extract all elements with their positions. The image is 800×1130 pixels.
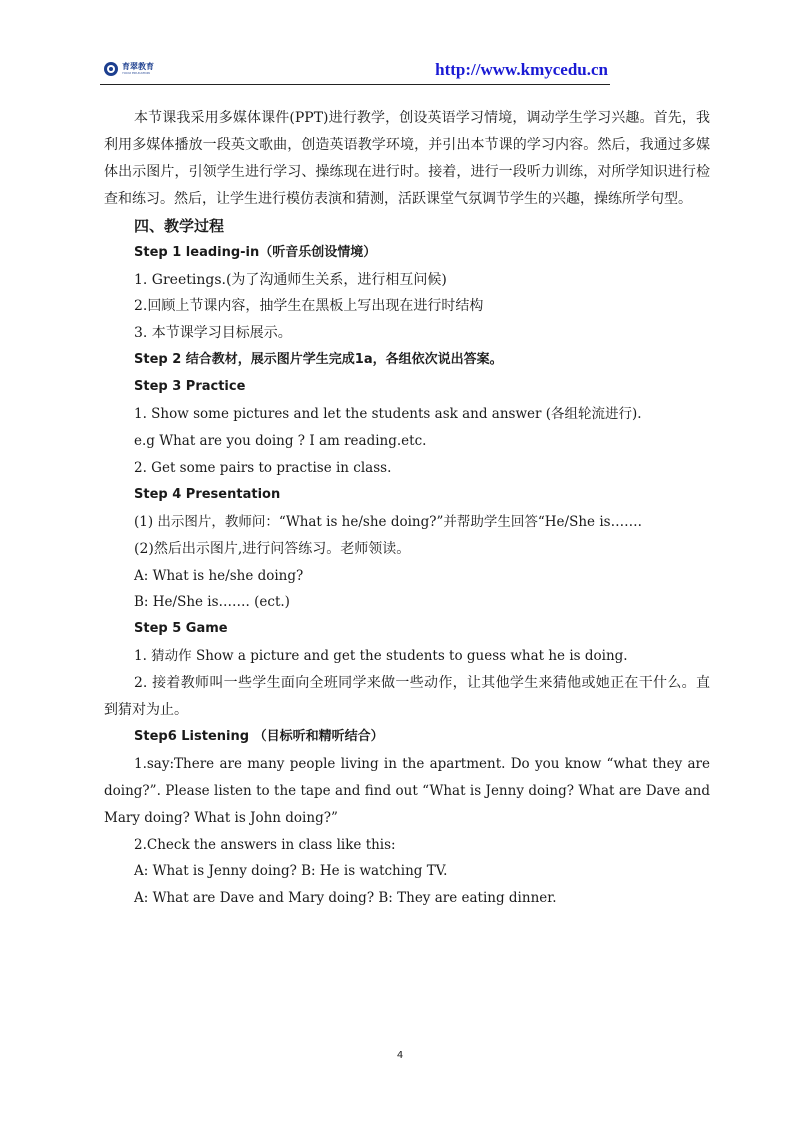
step-4-dialogue-line: B: He/She is……. (ect.): [134, 594, 290, 611]
step-5-title: Step 5 Game: [134, 621, 228, 637]
logo: [104, 62, 154, 76]
step-4-dialogue-line: A: What is he/she doing?: [134, 567, 304, 584]
step-3-title: Step 3 Practice: [134, 379, 246, 395]
step-1-item: 3. 本节课学习目标展示。: [134, 325, 292, 342]
step-6-title: Step6 Listening （目标听和精听结合）: [134, 728, 384, 744]
logo-icon: [104, 62, 118, 76]
step-5-paragraph: 2. 接着教师叫一些学生面向全班同学来做一些动作，让其他学生来猜他或她正在干什么。直到猜对为止。: [104, 675, 710, 719]
step-6-paragraph: 2.Check the answers in class like this:: [134, 836, 396, 853]
logo-subtitle: YUCUI EDUCATION: [122, 71, 150, 75]
intro-paragraph: 本节课我采用多媒体课件(PPT)进行教学，创设英语学习情境，调动学生学习兴趣。首先，我利用多媒体播放一段英文歌曲，创造英语教学环境，并引出本节课的学习内容。然后，我通过多媒体出示图片，引领学生进行学习、操练现在进行时。接着，进行一段听力训练，对所学知识进行检查和练习。然后，让学生进行模仿表演和猜测，活跃课堂气氛调节学生的兴趣，操练所学句型。: [104, 110, 710, 207]
step-5-paragraph: 1. 猜动作 Show a picture and get the students to guess what he is doing.: [134, 648, 628, 665]
step-3-paragraph: 2. Get some pairs to practise in class.: [134, 459, 392, 476]
step-2-title: Step 2 结合教材，展示图片学生完成1a，各组依次说出答案。: [134, 352, 503, 368]
page-header: [100, 58, 608, 84]
header-divider: [100, 84, 610, 85]
document-body: [104, 105, 710, 912]
step-1-item: 2.回顾上节课内容，抽学生在黑板上写出现在进行时结构: [134, 298, 484, 315]
logo-name: 育翠教育: [122, 62, 154, 71]
step-1-item: 1. Greetings.(为了沟通师生关系，进行相互问候): [134, 271, 447, 288]
section-title: 四、教学过程: [134, 216, 225, 235]
step-6-paragraph: 1.say:There are many people living in the apartment. Do you know “what they are doing?”. Please listen to the tape and find out “What is Jenny doing? What are Dave and Mary doing? What is John doing?”: [104, 755, 710, 826]
step-3-paragraph: 1. Show some pictures and let the students ask and answer (各组轮流进行).: [134, 406, 642, 423]
step-4-paragraph: (2)然后出示图片,进行问答练习。老师领读。: [134, 540, 411, 557]
page-number: 4: [396, 1050, 404, 1061]
step-3-example: e.g What are you doing ? I am reading.etc.: [134, 432, 427, 449]
step-6-dialogue-line: A: What are Dave and Mary doing? B: They are eating dinner.: [134, 890, 557, 907]
step-4-title: Step 4 Presentation: [134, 486, 281, 502]
step-6-dialogue-line: A: What is Jenny doing? B: He is watching TV.: [134, 863, 448, 880]
header-url-link[interactable]: http://www.kmycedu.cn: [435, 60, 608, 79]
step-4-paragraph: (1) 出示图片，教师问：“What is he/she doing?”并帮助学生回答“He/She is…….: [134, 513, 642, 530]
step-1-title: Step 1 leading-in（听音乐创设情境）: [134, 244, 377, 260]
